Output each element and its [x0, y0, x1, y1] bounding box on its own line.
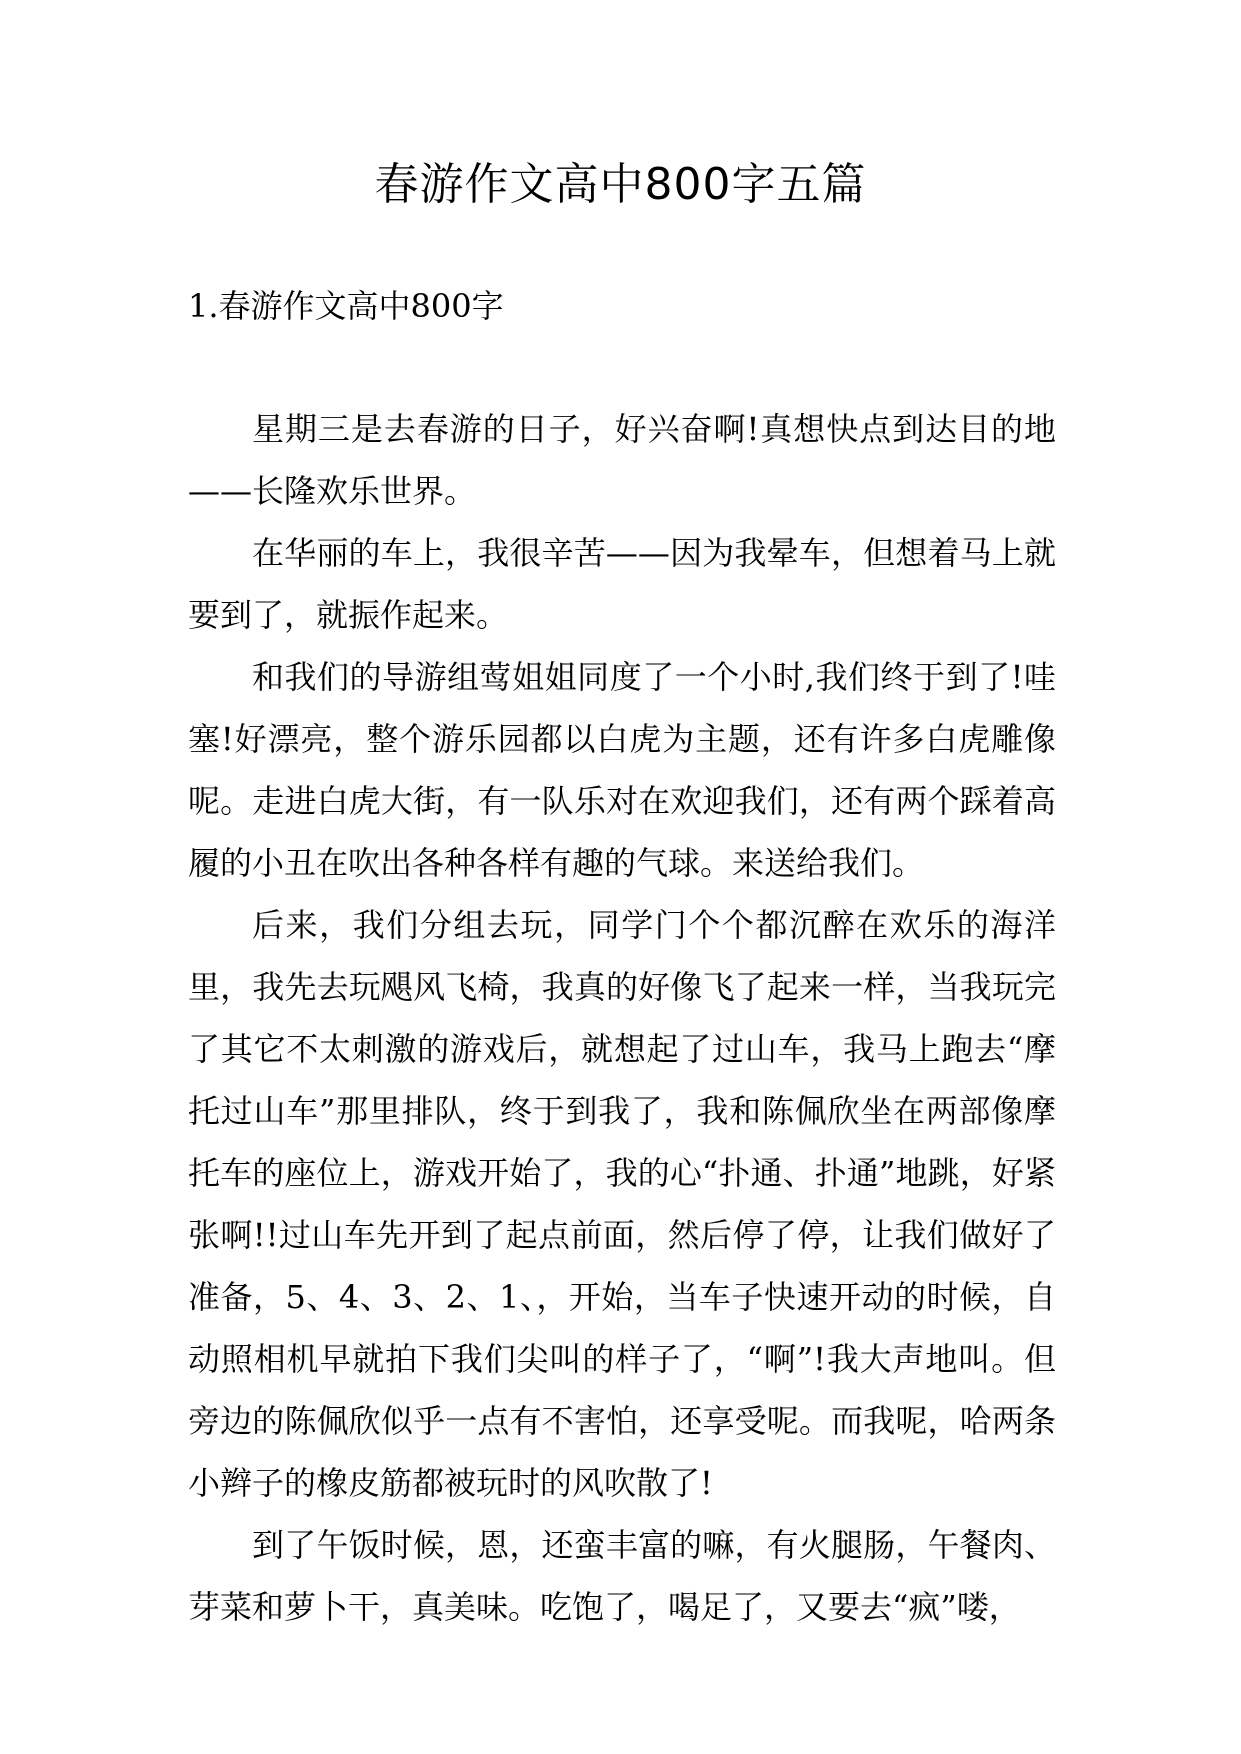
paragraph: 和我们的导游组莺姐姐同度了一个小时,我们终于到了!哇塞!好漂亮，整个游乐园都以白虎为主题，还有许多白虎雕像呢。走进白虎大街，有一队乐对在欢迎我们，还有两个踩着高履的小丑在吹出各种各样有趣的气球。来送给我们。	[188, 658, 1056, 882]
essay-body	[188, 398, 1056, 1638]
paragraph: 后来，我们分组去玩，同学门个个都沉醉在欢乐的海洋里，我先去玩飓风飞椅，我真的好像飞了起来一样，当我玩完了其它不太刺激的游戏后，就想起了过山车，我马上跑去“摩托过山车”那里排队，终于到我了，我和陈佩欣坐在两部像摩托车的座位上，游戏开始了，我的心“扑通、扑通”地跳，好紧张啊!!过山车先开到了起点前面，然后停了停，让我们做好了准备，5、4、3、2、1、，开始，当车子快速开动的时候，自动照相机早就拍下我们尖叫的样子了，“啊”!我大声地叫。但旁边的陈佩欣似乎一点有不害怕，还享受呢。而我呢，哈两条小辫子的橡皮筋都被玩时的风吹散了!	[188, 906, 1056, 1502]
paragraph: 到了午饭时候，恩，还蛮丰富的嘛，有火腿肠，午餐肉、芽菜和萝卜干，真美味。吃饱了，喝足了，又要去“疯”喽，	[188, 1526, 1056, 1626]
paragraph: 在华丽的车上，我很辛苦——因为我晕车，但想着马上就要到了，就振作起来。	[188, 534, 1056, 634]
paragraph: 星期三是去春游的日子，好兴奋啊!真想快点到达目的地——长隆欢乐世界。	[188, 410, 1056, 510]
document-title: 春游作文高中800字五篇	[374, 159, 867, 210]
section-heading: 1.春游作文高中800字	[188, 287, 504, 325]
